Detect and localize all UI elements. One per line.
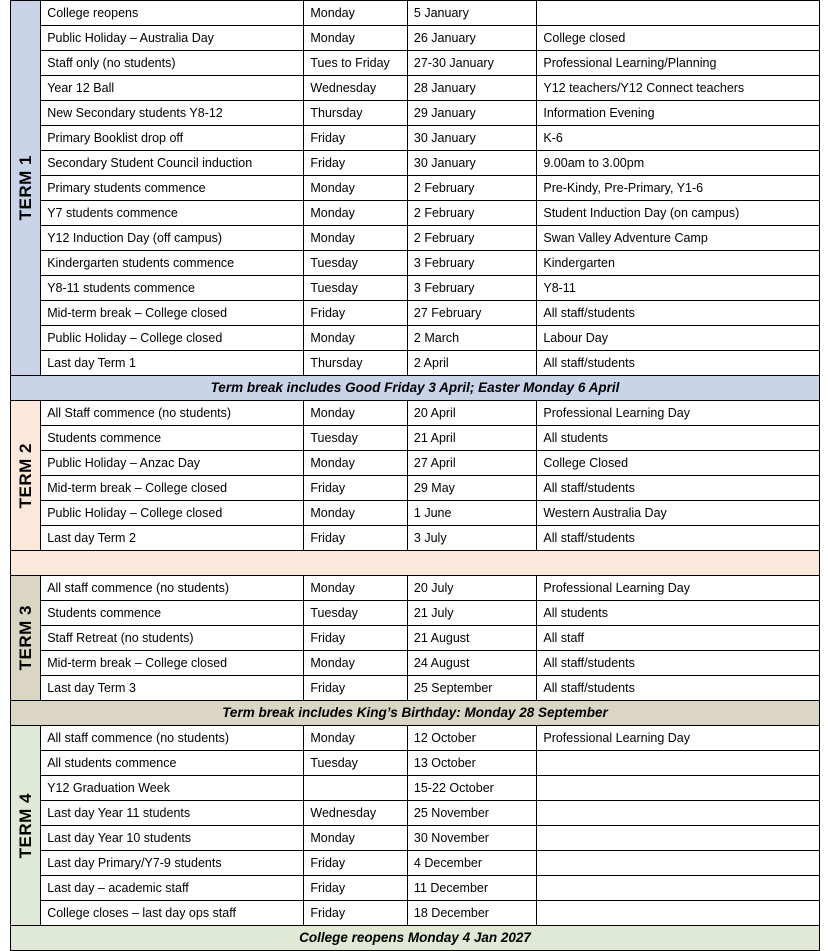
table-row [11, 651, 820, 676]
cell-note: All staff/students [537, 676, 820, 701]
term-label-2 [11, 401, 41, 551]
cell-date: 21 April [407, 426, 536, 451]
table-row [11, 126, 820, 151]
cell-day: Friday [304, 851, 408, 876]
cell-event: New Secondary students Y8-12 [41, 101, 304, 126]
cell-note: Western Australia Day [537, 501, 820, 526]
cell-note: Professional Learning Day [537, 726, 820, 751]
cell-note: Student Induction Day (on campus) [537, 201, 820, 226]
cell-event: Public Holiday – Anzac Day [41, 451, 304, 476]
term-label-text: TERM 1 [15, 155, 35, 221]
cell-day: Tuesday [304, 251, 408, 276]
cell-day: Friday [304, 151, 408, 176]
cell-day: Thursday [304, 351, 408, 376]
cell-note: Pre-Kindy, Pre-Primary, Y1-6 [537, 176, 820, 201]
cell-event: Last day Term 2 [41, 526, 304, 551]
table-row [11, 101, 820, 126]
table-row [11, 226, 820, 251]
cell-date: 30 November [407, 826, 536, 851]
term-label-text: TERM 4 [15, 792, 35, 859]
cell-day: Monday [304, 651, 408, 676]
term-label-4 [11, 726, 41, 926]
table-row [11, 876, 820, 901]
table-row [11, 601, 820, 626]
term-spacer-cell [11, 551, 820, 576]
table-row [11, 526, 820, 551]
cell-event: Public Holiday – College closed [41, 326, 304, 351]
cell-day: Wednesday [304, 801, 408, 826]
table-row [11, 901, 820, 926]
cell-note: Labour Day [537, 326, 820, 351]
cell-day: Tuesday [304, 276, 408, 301]
cell-day: Friday [304, 476, 408, 501]
cell-event: All staff commence (no students) [41, 726, 304, 751]
cell-day: Friday [304, 876, 408, 901]
cell-day: Tuesday [304, 601, 408, 626]
cell-note: Y12 teachers/Y12 Connect teachers [537, 76, 820, 101]
cell-day: Monday [304, 576, 408, 601]
table-row [11, 326, 820, 351]
cell-event: Secondary Student Council induction [41, 151, 304, 176]
term-label-1 [11, 1, 41, 376]
cell-day [304, 776, 408, 801]
cell-day: Friday [304, 526, 408, 551]
cell-date: 27 February [407, 301, 536, 326]
cell-date: 2 February [407, 201, 536, 226]
table-row [11, 751, 820, 776]
cell-event: Last day Term 1 [41, 351, 304, 376]
term-note-row [11, 926, 820, 951]
cell-date: 27 April [407, 451, 536, 476]
cell-date: 25 September [407, 676, 536, 701]
cell-event: Mid-term break – College closed [41, 651, 304, 676]
cell-event: College reopens [41, 1, 304, 26]
cell-day: Monday [304, 226, 408, 251]
term-note-row [11, 701, 820, 726]
cell-day: Friday [304, 676, 408, 701]
cell-note: All staff/students [537, 351, 820, 376]
table-row [11, 401, 820, 426]
cell-event: Kindergarten students commence [41, 251, 304, 276]
term-label-text: TERM 2 [15, 442, 35, 509]
cell-event: Y12 Graduation Week [41, 776, 304, 801]
cell-date: 24 August [407, 651, 536, 676]
cell-note: 9.00am to 3.00pm [537, 151, 820, 176]
cell-date: 20 July [407, 576, 536, 601]
cell-note: Professional Learning Day [537, 401, 820, 426]
cell-event: Y8-11 students commence [41, 276, 304, 301]
cell-day: Friday [304, 126, 408, 151]
cell-day: Monday [304, 451, 408, 476]
cell-note [537, 751, 820, 776]
table-row [11, 626, 820, 651]
cell-note [537, 776, 820, 801]
cell-event: Public Holiday – College closed [41, 501, 304, 526]
cell-date: 2 February [407, 176, 536, 201]
term-spacer-row [11, 551, 820, 576]
cell-note [537, 876, 820, 901]
cell-date: 27-30 January [407, 51, 536, 76]
cell-note [537, 901, 820, 926]
table-row [11, 1, 820, 26]
term-note-text: College reopens Monday 4 Jan 2027 [11, 926, 820, 951]
cell-date: 30 January [407, 126, 536, 151]
cell-event: Primary students commence [41, 176, 304, 201]
cell-date: 4 December [407, 851, 536, 876]
table-row [11, 301, 820, 326]
table-row [11, 51, 820, 76]
cell-event: Y7 students commence [41, 201, 304, 226]
cell-day: Tuesday [304, 751, 408, 776]
cell-event: Last day Year 11 students [41, 801, 304, 826]
table-row [11, 726, 820, 751]
cell-day: Monday [304, 201, 408, 226]
cell-event: Last day – academic staff [41, 876, 304, 901]
cell-date: 2 February [407, 226, 536, 251]
cell-day: Monday [304, 26, 408, 51]
table-row [11, 801, 820, 826]
cell-event: All staff commence (no students) [41, 576, 304, 601]
cell-day: Friday [304, 626, 408, 651]
table-row [11, 576, 820, 601]
cell-date: 18 December [407, 901, 536, 926]
cell-event: Students commence [41, 426, 304, 451]
cell-event: Staff Retreat (no students) [41, 626, 304, 651]
cell-day: Wednesday [304, 76, 408, 101]
table-row [11, 176, 820, 201]
table-row [11, 426, 820, 451]
cell-note [537, 801, 820, 826]
cell-note: K-6 [537, 126, 820, 151]
table-row [11, 76, 820, 101]
cell-event: All Staff commence (no students) [41, 401, 304, 426]
cell-event: College closes – last day ops staff [41, 901, 304, 926]
term-label-3 [11, 576, 41, 701]
cell-date: 21 July [407, 601, 536, 626]
cell-date: 12 October [407, 726, 536, 751]
table-row [11, 151, 820, 176]
cell-note [537, 851, 820, 876]
cell-date: 11 December [407, 876, 536, 901]
term-note-text: Term break includes King’s Birthday: Monday 28 September [11, 701, 820, 726]
cell-event: Last day Term 3 [41, 676, 304, 701]
cell-date: 25 November [407, 801, 536, 826]
table-row [11, 26, 820, 51]
cell-note: Kindergarten [537, 251, 820, 276]
table-row [11, 476, 820, 501]
cell-note: Information Evening [537, 101, 820, 126]
cell-note [537, 826, 820, 851]
table-row [11, 251, 820, 276]
cell-event: Year 12 Ball [41, 76, 304, 101]
term-note-row [11, 376, 820, 401]
cell-date: 1 June [407, 501, 536, 526]
cell-note: All staff/students [537, 301, 820, 326]
cell-day: Monday [304, 501, 408, 526]
cell-note: All staff/students [537, 476, 820, 501]
cell-note: All staff/students [537, 526, 820, 551]
cell-event: Mid-term break – College closed [41, 301, 304, 326]
term-note-text: Term break includes Good Friday 3 April; Easter Monday 6 April [11, 376, 820, 401]
term-label-text: TERM 3 [15, 605, 35, 671]
cell-note: College Closed [537, 451, 820, 476]
cell-day: Monday [304, 726, 408, 751]
cell-day: Tues to Friday [304, 51, 408, 76]
cell-date: 29 January [407, 101, 536, 126]
cell-date: 26 January [407, 26, 536, 51]
cell-note: Swan Valley Adventure Camp [537, 226, 820, 251]
academic-calendar-table [10, 0, 820, 951]
cell-date: 3 February [407, 276, 536, 301]
cell-date: 2 March [407, 326, 536, 351]
cell-event: Last day Primary/Y7-9 students [41, 851, 304, 876]
cell-note: Professional Learning/Planning [537, 51, 820, 76]
cell-note: All students [537, 601, 820, 626]
cell-day: Friday [304, 301, 408, 326]
cell-note: All staff/students [537, 651, 820, 676]
cell-date: 30 January [407, 151, 536, 176]
cell-note: All staff [537, 626, 820, 651]
cell-event: Mid-term break – College closed [41, 476, 304, 501]
table-row [11, 776, 820, 801]
table-row [11, 851, 820, 876]
cell-note: Y8-11 [537, 276, 820, 301]
table-row [11, 676, 820, 701]
cell-date: 3 July [407, 526, 536, 551]
table-row [11, 826, 820, 851]
cell-note [537, 1, 820, 26]
table-row [11, 501, 820, 526]
cell-event: Y12 Induction Day (off campus) [41, 226, 304, 251]
cell-day: Monday [304, 401, 408, 426]
table-row [11, 351, 820, 376]
cell-event: All students commence [41, 751, 304, 776]
cell-date: 3 February [407, 251, 536, 276]
cell-note: All students [537, 426, 820, 451]
cell-date: 20 April [407, 401, 536, 426]
cell-date: 2 April [407, 351, 536, 376]
cell-day: Thursday [304, 101, 408, 126]
cell-date: 28 January [407, 76, 536, 101]
cell-date: 13 October [407, 751, 536, 776]
cell-date: 15-22 October [407, 776, 536, 801]
cell-date: 29 May [407, 476, 536, 501]
cell-day: Monday [304, 1, 408, 26]
table-row [11, 201, 820, 226]
cell-day: Monday [304, 176, 408, 201]
cell-event: Students commence [41, 601, 304, 626]
cell-note: College closed [537, 26, 820, 51]
table-row [11, 276, 820, 301]
cell-event: Staff only (no students) [41, 51, 304, 76]
cell-day: Tuesday [304, 426, 408, 451]
cell-day: Monday [304, 826, 408, 851]
cell-event: Last day Year 10 students [41, 826, 304, 851]
cell-date: 5 January [407, 1, 536, 26]
cell-note: Professional Learning Day [537, 576, 820, 601]
table-row [11, 451, 820, 476]
cell-day: Monday [304, 326, 408, 351]
cell-date: 21 August [407, 626, 536, 651]
cell-event: Public Holiday – Australia Day [41, 26, 304, 51]
cell-day: Friday [304, 901, 408, 926]
cell-event: Primary Booklist drop off [41, 126, 304, 151]
